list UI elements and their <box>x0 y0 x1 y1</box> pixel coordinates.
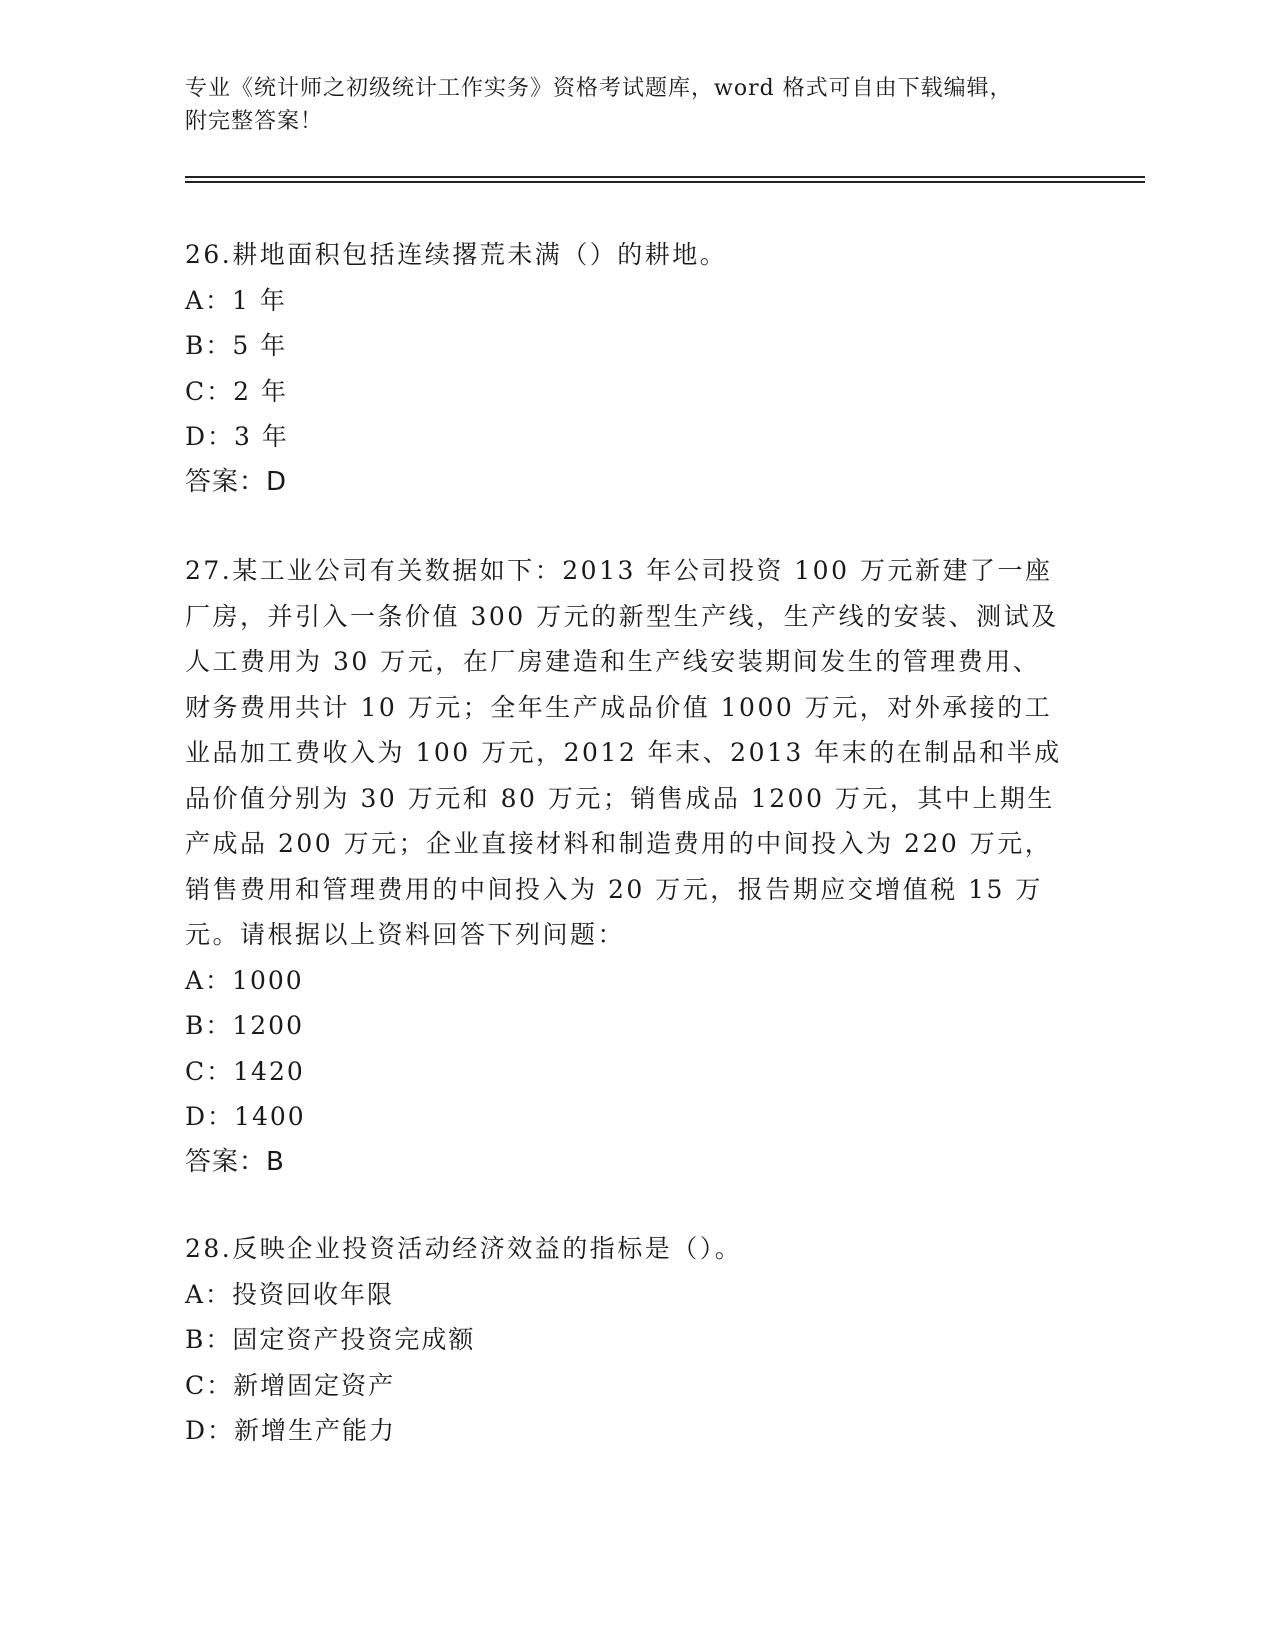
header-divider-bottom <box>185 181 1145 183</box>
header-divider-top <box>185 176 1145 178</box>
option-a: A：投资回收年限 <box>185 1279 395 1309</box>
option-d: D：新增生产能力 <box>185 1416 397 1445</box>
option-a: A：1000 <box>185 965 304 995</box>
option-d: D：3 年 <box>185 422 289 451</box>
question-26 <box>185 232 1065 505</box>
option-b: B：1200 <box>185 1011 304 1040</box>
question-stem: 28.反映企业投资活动经济效益的指标是（）。 <box>185 1234 743 1263</box>
question-stem: 26.耕地面积包括连续撂荒未满（）的耕地。 <box>185 240 728 269</box>
header-line-2: 附完整答案！ <box>185 109 324 134</box>
question-28 <box>185 1226 1065 1454</box>
option-c: C：1420 <box>185 1056 305 1086</box>
header-line-1: 专业《统计师之初级统计工作实务》资格考试题库，word 格式可自由下载编辑， <box>185 76 1013 101</box>
question-stem: 27.某工业公司有关数据如下：2013 年公司投资 100 万元新建了一座厂房，并引入一条价值 300 万元的新型生产线，生产线的安装、测试及人工费用为 30 万元，在厂房建造和生产线安装期间发生的管理费用、财务费用共计 10 万元；全年生产成品价值 1000 万元，对外承接的工业品加工费收入为 100 万元，2012 年末、2013 年末的在制品和半成品价值分别为 30 万元和 80 万元；销售成品 1200 万元，其中上期生产成品 200 万元；企业直接材料和制造费用的中间投入为 220 万元，销售费用和管理费用的中间投入为 20 万元，报告期应交增值税 15 万元。请根据以上资料回答下列问题： <box>185 556 1062 949</box>
question-27 <box>185 548 1065 1185</box>
option-a: A：1 年 <box>185 285 287 315</box>
option-b: B：5 年 <box>185 331 288 360</box>
document-header <box>185 72 1065 138</box>
answer: 答案：D <box>185 466 288 497</box>
option-d: D：1400 <box>185 1102 306 1131</box>
option-c: C：2 年 <box>185 376 288 406</box>
option-c: C：新增固定资产 <box>185 1370 396 1400</box>
option-b: B：固定资产投资完成额 <box>185 1325 476 1354</box>
answer: 答案：B <box>185 1146 285 1177</box>
